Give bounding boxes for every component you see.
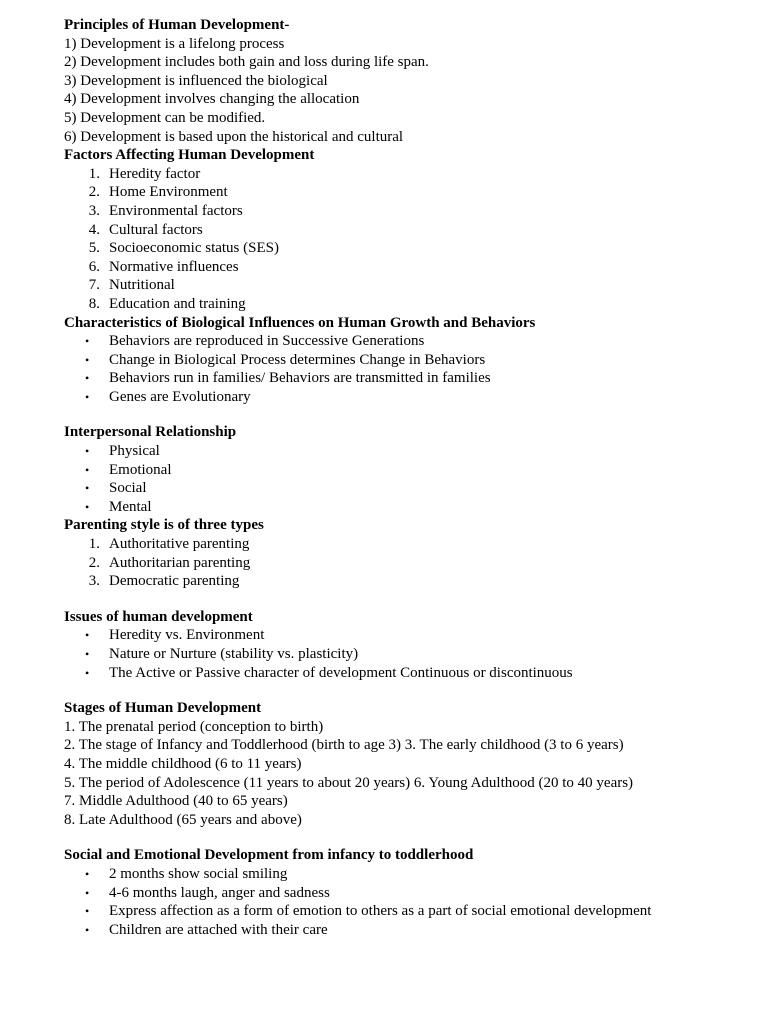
bullet-icon: •: [85, 885, 90, 900]
bullet-icon: •: [85, 481, 90, 496]
principle-line: 6) Development is based upon the historical and cultural: [64, 128, 404, 145]
bullet-item: [64, 442, 754, 461]
bullet-item-text: Physical: [109, 443, 160, 460]
list-item: [64, 202, 754, 221]
list-item: [64, 572, 754, 591]
list-number: 8.: [88, 295, 100, 312]
list-number: 6.: [88, 258, 100, 275]
bullet-icon: •: [85, 647, 90, 661]
bullet-item-text: Behaviors run in families/ Behaviors are transmitted in families: [109, 370, 491, 387]
stage-line: 7. Middle Adulthood (40 to 65 years): [64, 793, 288, 810]
bullet-icon: •: [85, 665, 90, 680]
list-number: 4.: [88, 221, 100, 238]
stages-heading: Stages of Human Development: [64, 700, 262, 717]
principles-heading: Principles of Human Development-: [64, 17, 290, 33]
list-item-text: Socioeconomic status (SES): [109, 240, 279, 257]
list-item: [64, 535, 754, 554]
parenting-heading: Parenting style is of three types: [64, 517, 264, 534]
list-number: 2.: [88, 554, 100, 571]
list-item-text: Nutritional: [109, 277, 175, 294]
bullet-item: [64, 498, 754, 517]
bullet-item-text: Children are attached with their care: [109, 921, 328, 938]
document-page: [64, 16, 754, 939]
list-number: 1.: [88, 165, 100, 182]
bullet-item: [64, 884, 754, 903]
stage-line: 2. The stage of Infancy and Toddlerhood (birth to age 3) 3. The early childhood (3 to 6 years): [64, 737, 624, 754]
bullet-icon: •: [85, 922, 90, 937]
bullet-item-text: Nature or Nurture (stability vs. plasticity): [109, 646, 359, 662]
bullet-item: [64, 369, 754, 388]
list-number: 3.: [88, 573, 100, 590]
bullet-icon: •: [85, 352, 90, 367]
stage-line: 1. The prenatal period (conception to birth): [64, 718, 324, 735]
bullet-item-text: Emotional: [109, 461, 172, 478]
list-item: [64, 295, 754, 314]
stage-line: 4. The middle childhood (6 to 11 years): [64, 755, 302, 772]
bullet-icon: •: [85, 371, 90, 386]
bullet-icon: •: [85, 389, 90, 404]
list-number: 7.: [88, 277, 100, 294]
list-item: [64, 258, 754, 277]
biological-heading: Characteristics of Biological Influences on Human Growth and Behaviors: [64, 314, 536, 331]
principle-line: 4) Development involves changing the allocation: [64, 91, 360, 108]
bullet-item: [64, 626, 754, 645]
list-item: [64, 221, 754, 240]
list-item-text: Authoritarian parenting: [109, 554, 251, 571]
list-item-text: Cultural factors: [109, 221, 203, 238]
list-item-text: Environmental factors: [109, 202, 243, 219]
bullet-item-text: Genes are Evolutionary: [109, 388, 251, 405]
bullet-item-text: Heredity vs. Environment: [109, 627, 265, 644]
principle-line: 1) Development is a lifelong process: [64, 35, 285, 52]
bullet-item: [64, 645, 754, 664]
bullet-icon: •: [85, 462, 90, 477]
bullet-item-text: 2 months show social smiling: [109, 865, 288, 882]
list-item-text: Heredity factor: [109, 165, 201, 182]
list-item: [64, 165, 754, 184]
principle-line: 2) Development includes both gain and loss during life span.: [64, 54, 429, 71]
bullet-icon: •: [85, 866, 90, 881]
bullet-item-text: Change in Biological Process determines Change in Behaviors: [109, 351, 486, 368]
list-number: 2.: [88, 184, 100, 201]
bullet-item-text: Social: [109, 480, 147, 497]
bullet-item-text: Mental: [109, 498, 152, 515]
list-item-text: Authoritative parenting: [109, 536, 250, 553]
bullet-item: [64, 461, 754, 480]
bullet-item: [64, 921, 754, 940]
list-number: 1.: [88, 536, 100, 553]
list-item-text: Normative influences: [109, 258, 239, 275]
issues-heading: Issues of human development: [64, 608, 253, 625]
list-item-text: Education and training: [109, 295, 246, 312]
principle-line: 5) Development can be modified.: [64, 109, 266, 126]
bullet-icon: •: [85, 444, 90, 459]
bullet-item: [64, 479, 754, 498]
bullet-icon: •: [85, 904, 90, 919]
bullet-item: [64, 388, 754, 407]
bullet-item: [64, 902, 754, 921]
bullet-item: [64, 351, 754, 370]
bullet-item: [64, 664, 754, 683]
list-number: 3.: [88, 202, 100, 219]
bullet-item: [64, 332, 754, 351]
interpersonal-heading: Interpersonal Relationship: [64, 424, 237, 441]
principle-line: 3) Development is influenced the biological: [64, 72, 328, 89]
bullet-icon: •: [85, 334, 90, 349]
bullet-item: [64, 865, 754, 884]
list-item-text: Democratic parenting: [109, 573, 240, 590]
bullet-item-text: Behaviors are reproduced in Successive Generations: [109, 333, 425, 350]
social-heading: Social and Emotional Development from infancy to toddlerhood: [64, 847, 474, 864]
bullet-item-text: 4-6 months laugh, anger and sadness: [109, 884, 330, 901]
factors-heading: Factors Affecting Human Development: [64, 147, 315, 164]
list-item: [64, 183, 754, 202]
bullet-item-text: Express affection as a form of emotion to others as a part of social emotional development: [109, 903, 652, 920]
list-item: [64, 276, 754, 295]
bullet-icon: •: [85, 628, 90, 643]
list-item: [64, 239, 754, 258]
bullet-icon: •: [85, 499, 90, 514]
stage-line: 5. The period of Adolescence (11 years to about 20 years) 6. Young Adulthood (20 to 40 years): [64, 774, 634, 791]
list-number: 5.: [88, 240, 100, 257]
list-item-text: Home Environment: [109, 184, 228, 201]
list-item: [64, 554, 754, 573]
bullet-item-text: The Active or Passive character of development Continuous or discontinuous: [109, 664, 573, 681]
stage-line: 8. Late Adulthood (65 years and above): [64, 811, 302, 828]
